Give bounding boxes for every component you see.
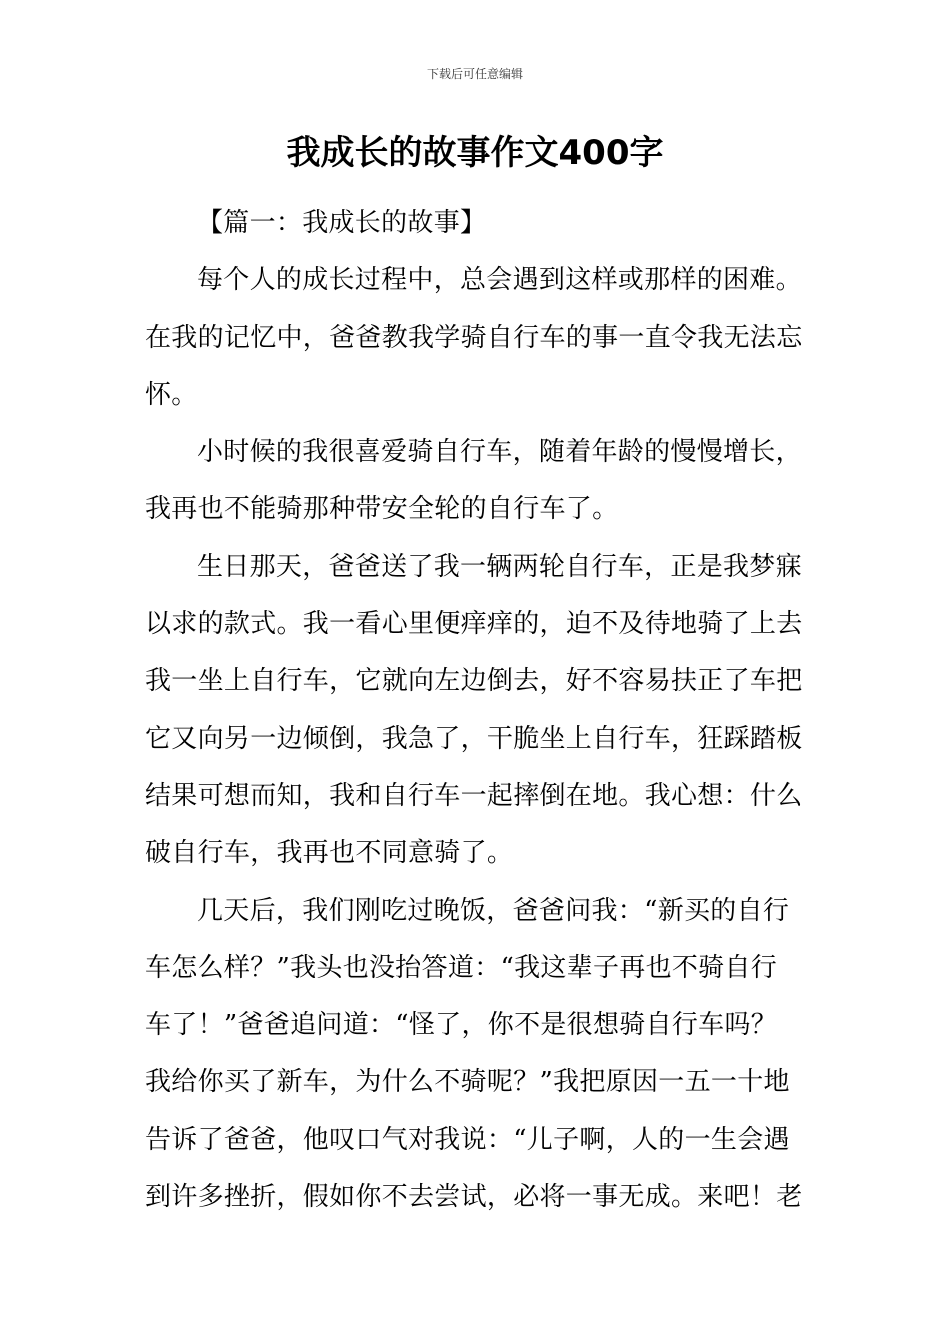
header-note: 下载后可任意编辑 [426, 67, 523, 81]
page-title: 我成长的故事作文400字 [286, 133, 664, 173]
text-line: 小时候的我很喜爱骑自行车，随着年龄的慢慢增长， [197, 437, 802, 468]
text-line: 每个人的成长过程中，总会遇到这样或那样的困难。 [197, 265, 802, 296]
text-line: 车了！”爸爸追问道：“怪了，你不是很想骑自行车吗？ [145, 1010, 778, 1041]
text-line: 我一坐上自行车，它就向左边倒去，好不容易扶正了车把 [145, 666, 803, 697]
text-line: 在我的记忆中，爸爸教我学骑自行车的事一直令我无法忘 [145, 322, 803, 353]
text-line: 结果可想而知，我和自行车一起摔倒在地。我心想：什么 [145, 780, 803, 811]
text-line: 几天后，我们刚吃过晚饭，爸爸问我：“新买的自行 [197, 895, 790, 926]
text-line: 我再也不能骑那种带安全轮的自行车了。 [145, 494, 619, 525]
text-line: 到许多挫折，假如你不去尝试，必将一事无成。来吧！老 [145, 1182, 803, 1213]
section-heading: 【篇一：我成长的故事】 [197, 208, 487, 238]
text-line: 告诉了爸爸，他叹口气对我说：“儿子啊，人的一生会遇 [145, 1124, 790, 1155]
essay-body [145, 195, 807, 1226]
text-line: 车怎么样？”我头也没抬答道：“我这辈子再也不骑自行 [145, 952, 778, 983]
text-line: 它又向另一边倾倒，我急了，干脆坐上自行车，狂踩踏板 [145, 723, 803, 754]
text-line: 怀。 [145, 379, 198, 410]
text-line: 生日那天，爸爸送了我一辆两轮自行车，正是我梦寐 [197, 551, 802, 582]
text-line: 破自行车，我再也不同意骑了。 [145, 838, 514, 869]
text-line: 以求的款式。我一看心里便痒痒的，迫不及待地骑了上去 [145, 609, 803, 640]
text-line: 我给你买了新车，为什么不骑呢？”我把原因一五一十地 [145, 1067, 790, 1098]
